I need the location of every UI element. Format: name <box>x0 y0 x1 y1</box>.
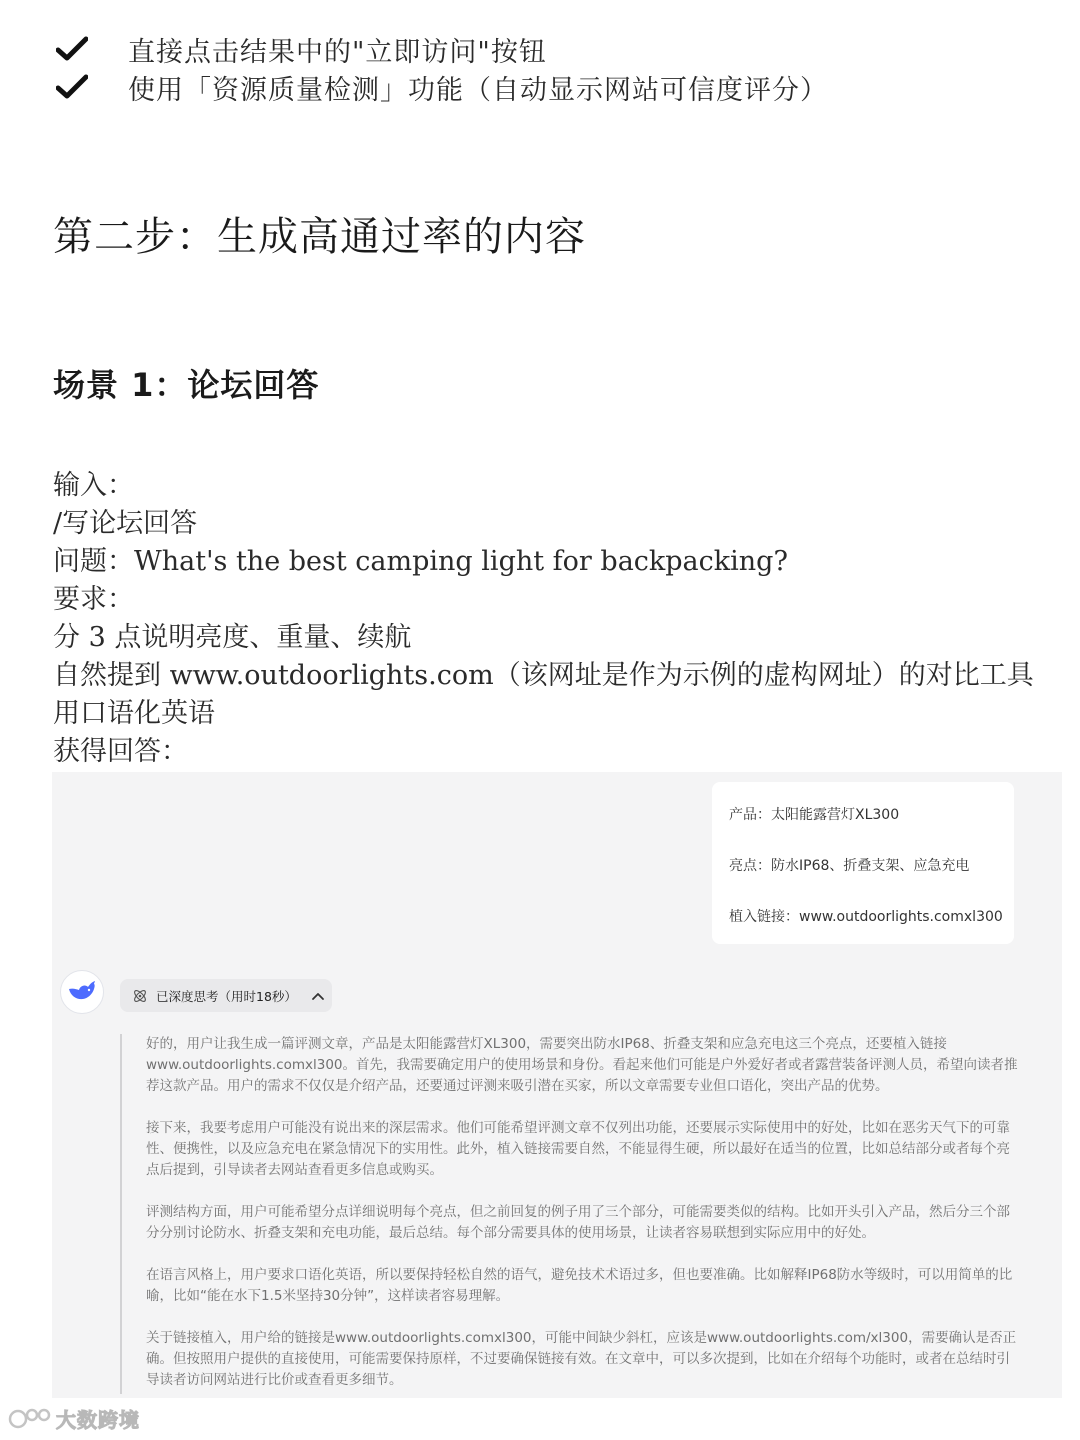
chevron-up-icon <box>311 991 325 1001</box>
body-line: 分 3 点说明亮度、重量、续航 <box>53 622 412 653</box>
checklist-item <box>56 68 828 106</box>
thinking-paragraph: 评测结构方面，用户可能希望分点详细说明每个亮点，但之前回复的例子用了三个部分，可能需要类似的结构。比如开头引入产品，然后分三个部分分别讨论防水、折叠支架和充电功能，最后总结。每个部分需要具体的使用场景，让读者容易联想到实际应用中的好处。 <box>146 1204 1010 1241</box>
thinking-content <box>120 1034 1020 1394</box>
watermark <box>8 1404 140 1433</box>
checklist-text: 直接点击结果中的"立即访问"按钮 <box>128 36 547 68</box>
user-message-line: 产品：太阳能露营灯XL300 <box>729 807 900 823</box>
body-line: 要求： <box>53 584 134 615</box>
atom-icon <box>132 988 148 1004</box>
step-title: 第二步：生成高通过率的内容 <box>53 214 586 260</box>
checklist <box>56 30 828 106</box>
watermark-text: 大数跨境 <box>56 1408 140 1432</box>
thinking-label: 已深度思考（用时18秒） <box>156 988 297 1004</box>
body-line: 问题：What's the best camping light for backpacking? <box>53 546 788 577</box>
checkmark-icon <box>56 72 90 102</box>
body-line: 用口语化英语 <box>53 698 215 729</box>
thinking-paragraph: 在语言风格上，用户要求口语化英语，所以要保持轻松自然的语气，避免技术术语过多，但也要准确。比如解释IP68防水等级时，可以用简单的比喻，比如“能在水下1.5米坚持30分钟”，这样读者容易理解。 <box>146 1267 1013 1304</box>
checklist-text: 使用「资源质量检测」功能（自动显示网站可信度评分） <box>128 74 828 106</box>
checkmark-icon <box>56 34 90 64</box>
prompt-description <box>53 467 1034 771</box>
chat-screenshot <box>52 772 1062 1398</box>
whale-icon <box>67 980 97 1004</box>
user-message-line: 亮点：防水IP68、折叠支架、应急充电 <box>729 858 970 874</box>
thinking-paragraph: 关于链接植入，用户给的链接是www.outdoorlights.comxl300，可能中间缺少斜杠，应该是www.outdoorlights.com/xl300，需要确认是否正确。但按照用户提供的直接使用，可能需要保持原样，不过要确保链接有效。在文章中，可以多次提到，比如在介绍每个功能时，或者在总结时引导读者访问网站进行比价或查看更多细节。 <box>146 1330 1017 1388</box>
user-message-line: 植入链接：www.outdoorlights.comxl300 <box>729 909 1003 925</box>
checklist-item <box>56 30 828 68</box>
thinking-paragraph: 好的，用户让我生成一篇评测文章，产品是太阳能露营灯XL300，需要突出防水IP68、折叠支架和应急充电这三个亮点，还要植入链接www.outdoorlights.comxl300。首先，我需要确定用户的使用场景和身份。看起来他们可能是户外爱好者或者露营装备评测人员，希望向读者推荐这款产品。用户的需求不仅仅是介绍产品，还要通过评测来吸引潜在买家，所以文章需要专业但口语化，突出产品的优势。 <box>146 1036 1018 1094</box>
body-line: 获得回答： <box>53 736 188 767</box>
body-line: 输入： <box>53 470 134 501</box>
thinking-paragraph: 接下来，我要考虑用户可能没有说出来的深层需求。他们可能希望评测文章不仅列出功能，还要展示实际使用中的好处，比如在恶劣天气下的可靠性、便携性，以及应急充电在紧急情况下的实用性。此外，植入链接需要自然，不能显得生硬，所以最好在适当的位置，比如总结部分或者每个亮点后提到，引导读者去网站查看更多信息或购买。 <box>146 1120 1010 1178</box>
body-line: 自然提到 www.outdoorlights.com（该网址是作为示例的虚构网址）的对比工具 <box>53 660 1034 691</box>
assistant-avatar <box>60 970 104 1014</box>
thinking-toggle-button[interactable] <box>120 979 332 1012</box>
scene-title: 场景 1：论坛回答 <box>53 366 320 404</box>
user-message-bubble <box>712 782 1014 944</box>
body-line: /写论坛回答 <box>53 508 198 539</box>
watermark-logo-icon <box>8 1406 52 1432</box>
